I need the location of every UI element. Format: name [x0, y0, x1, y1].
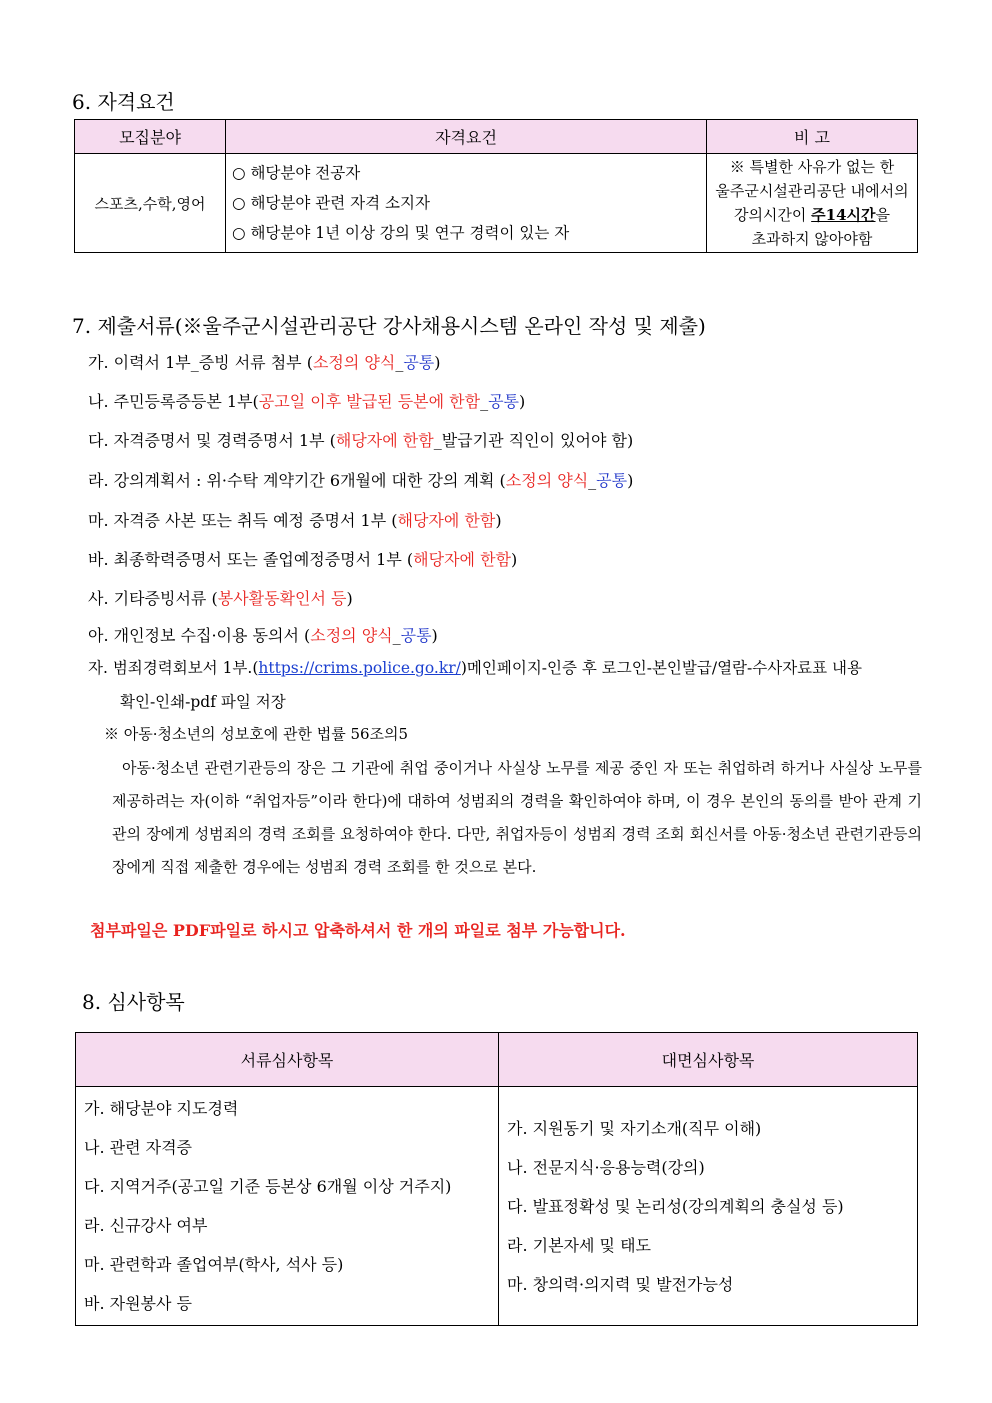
- document-item: 나. 주민등록증등본 1부(공고일 이후 발급된 등본에 한함_공통): [88, 392, 526, 411]
- review-item: 라. 신규강사 여부: [84, 1216, 208, 1235]
- attachment-warning: 첨부파일은 PDF파일로 하시고 압축하셔서 한 개의 파일로 첨부 가능합니다.: [90, 921, 626, 940]
- header-document-review: 서류심사항목: [76, 1033, 499, 1087]
- note-text: 을: [875, 206, 891, 224]
- law-title: ※ 아동·청소년의 성보호에 관한 법률 56조의5: [104, 725, 409, 743]
- review-item: 마. 관련학과 졸업여부(학사, 석사 등): [84, 1255, 344, 1274]
- section-8-title: 8. 심사항목: [82, 990, 185, 1014]
- note-hours: 주14시간: [811, 206, 876, 224]
- document-item: 사. 기타증빙서류 (봉사활동확인서 등): [88, 589, 353, 608]
- review-item: 다. 지역거주(공고일 기준 등본상 6개월 이상 거주지): [84, 1177, 452, 1196]
- interview-item: 라. 기본자세 및 태도: [507, 1235, 651, 1255]
- document-item: 가. 이력서 1부_증빙 서류 첨부 (소정의 양식_공통): [88, 353, 441, 372]
- header-interview: 대면심사항목: [499, 1033, 918, 1087]
- document-item: 바. 최종학력증명서 또는 졸업예정증명서 1부 (해당자에 한함): [88, 550, 518, 569]
- requirements-cell: [226, 154, 707, 253]
- header-field: 모집분야: [75, 120, 226, 154]
- note-line: 초과하지 않아야함: [751, 230, 873, 248]
- note-text: 강의시간이: [733, 206, 812, 224]
- document-item: 마. 자격증 사본 또는 취득 예정 증명서 1부 (해당자에 한함): [88, 511, 502, 530]
- document-item: 라. 강의계획서 : 위·수탁 계약기간 6개월에 대한 강의 계획 (소정의 양식_공통): [88, 471, 634, 490]
- requirement-item: ○ 해당분야 1년 이상 강의 및 연구 경력이 있는 자: [232, 224, 570, 242]
- interview-cell: [499, 1087, 918, 1326]
- review-item: 가. 해당분야 지도경력: [84, 1099, 239, 1118]
- note-line: ※ 특별한 사유가 없는 한: [729, 158, 895, 176]
- requirement-item: ○ 해당분야 관련 자격 소지자: [232, 194, 430, 212]
- note-cell: [707, 154, 918, 253]
- crime-record-line2: 확인-인쇄-pdf 파일 저장: [120, 693, 286, 711]
- review-item: 나. 관련 자격증: [84, 1138, 192, 1157]
- document-item: 아. 개인정보 수집·이용 동의서 (소정의 양식_공통): [88, 626, 438, 645]
- header-requirements: 자격요건: [226, 120, 707, 154]
- crims-link[interactable]: https://crims.police.go.kr/: [258, 659, 461, 677]
- requirement-item: ○ 해당분야 전공자: [232, 164, 361, 182]
- interview-item: 다. 발표정확성 및 논리성(강의계획의 충실성 등): [507, 1196, 844, 1216]
- qualification-table: [74, 119, 918, 253]
- review-item: 바. 자원봉사 등: [84, 1294, 192, 1313]
- interview-item: 마. 창의력·의지력 및 발전가능성: [507, 1274, 734, 1294]
- crime-record-item: 자. 범죄경력회보서 1부.(https://crims.police.go.kr/)메인페이지-인증 후 로그인-본인발급/열람-수사자료표 내용: [88, 659, 862, 677]
- field-cell: 스포츠,수학,영어: [75, 154, 226, 253]
- section-7-title: 7. 제출서류(※울주군시설관리공단 강사채용시스템 온라인 작성 및 제출): [72, 314, 706, 338]
- interview-item: 가. 지원동기 및 자기소개(직무 이해): [507, 1118, 762, 1138]
- header-note: 비 고: [707, 120, 918, 154]
- section-6-title: 6. 자격요건: [72, 90, 175, 114]
- interview-item: 나. 전문지식·응용능력(강의): [507, 1157, 705, 1177]
- note-line: 울주군시설관리공단 내에서의: [715, 182, 909, 200]
- document-item: 다. 자격증명서 및 경력증명서 1부 (해당자에 한함_발급기관 직인이 있어야 함): [88, 431, 634, 450]
- law-text: 아동·청소년 관련기관등의 장은 그 기관에 취업 중이거나 사실상 노무를 제공 중인 자 또는 취업하려 하거나 사실상 노무를 제공하려는 자(이하 “취업자등”이라 한다)에 대하여 성범죄의 경력을 확인하여야 하며, 이 경우 본인의 동의를 받아 관계 기관의 장에게 성범죄의 경력 조회를 요청하여야 한다. 다만, 취업자등이 성범죄 경력 조회 회신서를 아동·청소년 관련기관등의 장에게 직접 제출한 경우에는 성범죄 경력 조회를 한 것으로 본다.: [112, 759, 922, 876]
- evaluation-table: [75, 1032, 918, 1326]
- note-line: [708, 203, 916, 227]
- document-review-cell: [76, 1087, 499, 1326]
